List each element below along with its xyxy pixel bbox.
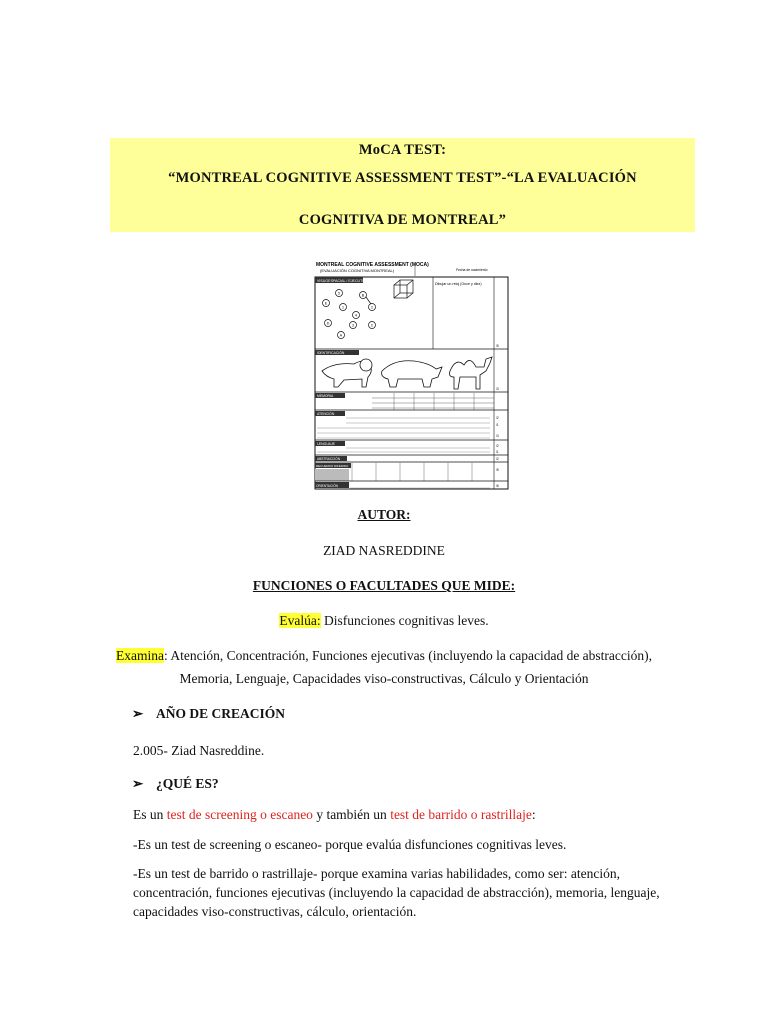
form-section-abstraction: ABSTRACCIÓN — [317, 457, 341, 461]
title-line-3: COGNITIVA DE MONTREAL” — [298, 212, 507, 228]
form-header-title: MONTREAL COGNITIVE ASSESSMENT (MOCA) — [316, 262, 429, 268]
score-mark: /2 — [496, 457, 499, 461]
score-mark: /2 — [496, 444, 499, 448]
form-section-naming: IDENTIFICACIÓN — [317, 351, 345, 355]
evalua-label: Evalúa: — [279, 613, 321, 628]
trail-label: 3 — [352, 323, 354, 328]
anio-heading-row — [132, 706, 285, 722]
form-section-visuo: VISUOESPACIAL / EJECUTIVA — [317, 279, 368, 283]
title-line-1: MoCA TEST: — [358, 142, 447, 158]
form-section-attention: ATENCIÓN — [317, 412, 335, 416]
score-mark: /3 — [496, 434, 499, 438]
form-section-memory: MEMORIA — [317, 394, 334, 398]
que-es-p1-b: y también un — [312, 807, 391, 822]
form-section-language: LENGUAJE — [317, 442, 335, 446]
form-header-subtitle: (EVALUACIÓN COGNITIVA MONTREAL) — [320, 268, 395, 273]
que-es-heading: ¿QUÉ ES? — [156, 776, 219, 791]
form-clock-label: Dibujar un reloj (Once y diez) — [435, 282, 482, 286]
score-mark: /5 — [496, 344, 499, 348]
autor-name: ZIAD NASREDDINE — [323, 543, 445, 558]
que-es-paragraph-3-line-1: -Es un test de barrido o rastrillaje- porque examina varias habilidades, como ser: atención, — [133, 866, 620, 881]
examina-line-2: Memoria, Lenguaje, Capacidades viso-constructivas, Cálculo y Orientación — [179, 671, 589, 686]
evalua-line — [0, 613, 768, 629]
trail-label: 2 — [371, 305, 373, 310]
score-mark: /6 — [496, 484, 499, 488]
form-section-recall: RECUERDO DIFERIDO — [316, 464, 349, 468]
score-mark: /2 — [496, 416, 499, 420]
trail-label: 1 — [342, 305, 344, 310]
screening-term: test de screening o escaneo — [166, 807, 313, 822]
trail-label: C — [370, 323, 374, 328]
trail-label: 4 — [355, 313, 357, 318]
funciones-heading: FUNCIONES O FACULTADES QUE MIDE: — [252, 578, 516, 593]
trail-label: 5 — [338, 291, 340, 296]
trail-label: B — [361, 293, 365, 298]
trail-label: A — [339, 333, 343, 338]
score-mark: /1 — [496, 450, 499, 454]
form-header-right: Fecha de nacimiento — [456, 268, 488, 272]
examina-text-1: : Atención, Concentración, Funciones ejecutivas (incluyendo la capacidad de abstracción), — [163, 648, 653, 663]
form-section-orientation: ORIENTACIÓN — [316, 484, 338, 488]
examina-label: Examina — [115, 648, 164, 663]
moca-form-image — [314, 259, 509, 490]
evalua-text: Disfunciones cognitivas leves. — [320, 613, 489, 628]
que-es-heading-row — [132, 776, 219, 792]
que-es-paragraph-2: -Es un test de screening o escaneo- porque evalúa disfunciones cognitivas leves. — [133, 837, 567, 852]
score-mark: /1 — [496, 423, 499, 427]
que-es-paragraph-1 — [133, 805, 536, 824]
trail-label: E — [324, 301, 328, 306]
que-es-p1-a: Es un — [133, 807, 167, 822]
arrow-bullet-icon: ➢ — [132, 776, 144, 791]
title-line-2: “MONTREAL COGNITIVE ASSESSMENT TEST”-“LA EVALUACIÓN — [168, 170, 637, 186]
anio-text: 2.005- Ziad Nasreddine. — [133, 743, 265, 758]
examina-line-1 — [0, 648, 768, 664]
arrow-bullet-icon: ➢ — [132, 706, 144, 721]
score-mark: /3 — [496, 387, 499, 391]
que-es-p1-c: : — [531, 807, 536, 822]
barrido-term: test de barrido o rastrillaje — [390, 807, 532, 822]
que-es-paragraph-3-line-3: capacidades viso-constructivas, cálculo, orientación. — [133, 904, 417, 919]
autor-heading: AUTOR: — [357, 507, 411, 522]
score-mark: /5 — [496, 468, 499, 472]
title-box — [110, 138, 695, 232]
que-es-paragraph-3-line-2: concentración, funciones ejecutivas (incluyendo la capacidad de abstracción), memoria, lenguaje, — [133, 885, 660, 900]
anio-heading: AÑO DE CREACIÓN — [156, 706, 286, 721]
trail-label: D — [326, 321, 330, 326]
